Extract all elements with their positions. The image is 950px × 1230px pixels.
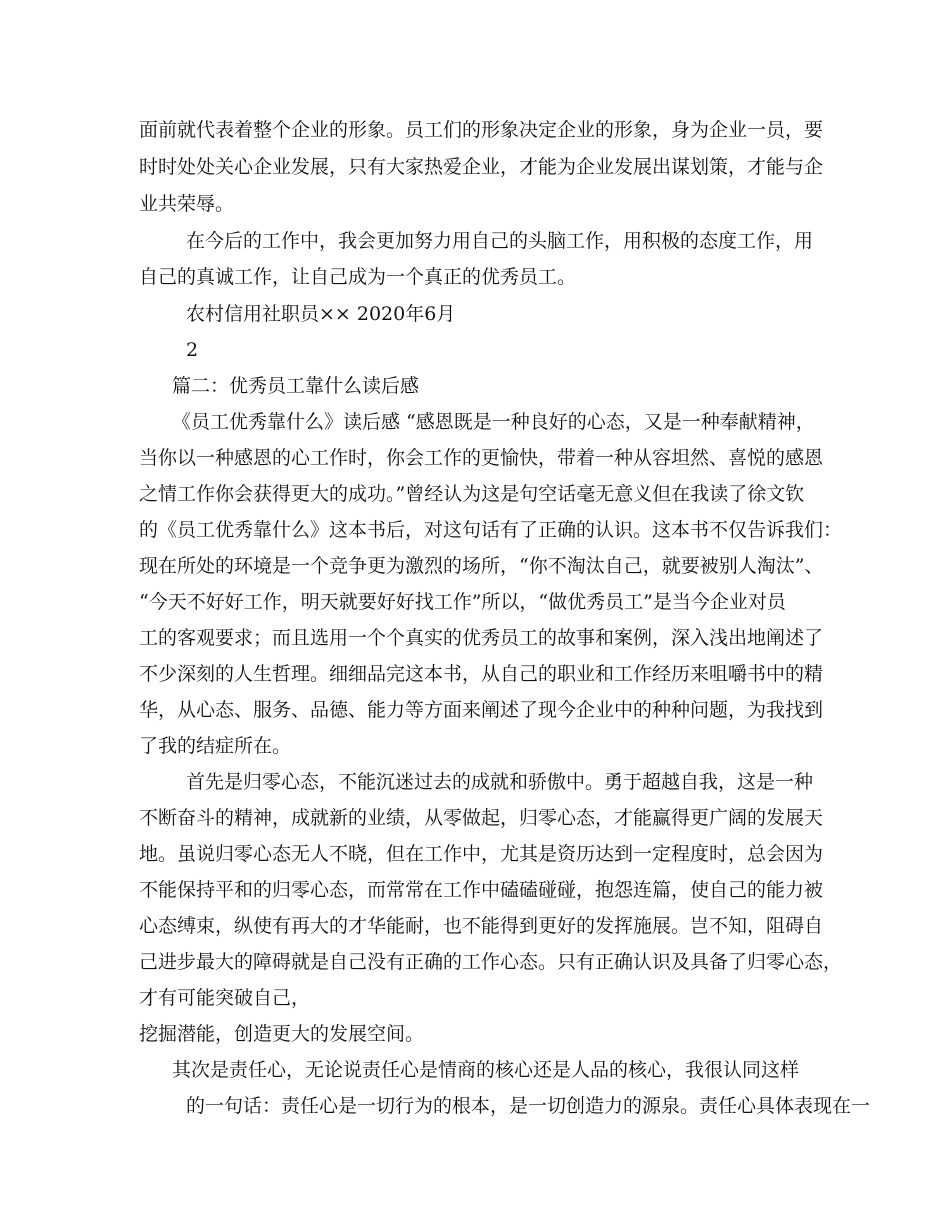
text-line: 的一句话：责任心是一切行为的根本，是一切创造力的源泉。责任心具体表现在一 bbox=[186, 1095, 871, 1117]
text-line: 《员工优秀靠什么》读后感 “感恩既是一种良好的心态，又是一种奉献精神， bbox=[172, 411, 815, 433]
text-line: 地。虽说归零心态无人不晓，但在工作中，尤其是资历达到一定程度时，总会因为 bbox=[139, 843, 824, 865]
text-line: 华，从心态、服务、品德、能力等方面来阐述了现今企业中的种种问题，为我找到 bbox=[139, 699, 824, 721]
text-line: 之情工作你会获得更大的成功。”曾经认为这是句空话毫无意义但在我读了徐文钦 bbox=[139, 483, 805, 505]
text-line: 其次是责任心，无论说责任心是情商的核心还是人品的核心，我很认同这样 bbox=[172, 1059, 800, 1081]
text-line: 了我的结症所在。 bbox=[139, 735, 292, 757]
text-line: “今天不好好工作，明天就要好好找工作”所以，“做优秀员工”是当今企业对员 bbox=[139, 591, 786, 613]
text-line: 业共荣辱。 bbox=[139, 193, 235, 215]
text-line: 自己的真诚工作，让自己成为一个真正的优秀员工。 bbox=[139, 266, 577, 288]
text-line: 不能保持平和的归零心态，而常常在工作中磕磕碰碰，抱怨连篇，使自己的能力被 bbox=[139, 879, 824, 901]
text-line: 己进步最大的障碍就是自己没有正确的工作心态。只有正确认识及具备了归零心态， bbox=[139, 951, 843, 973]
text-line: 心态缚束，纵使有再大的才华能耐，也不能得到更好的发挥施展。岂不知，阻碍自 bbox=[139, 915, 824, 937]
text-line: 面前就代表着整个企业的形象。员工们的形象决定企业的形象，身为企业一员，要 bbox=[139, 119, 824, 141]
section-heading: 篇二：优秀员工靠什么读后感 bbox=[172, 375, 420, 397]
text-line: 工的客观要求；而且选用一个个真实的优秀员工的故事和案例，深入浅出地阐述了 bbox=[139, 627, 824, 649]
signature-line: 农村信用社职员×× 2020年6月 bbox=[186, 303, 456, 325]
text-line: 首先是归零心态，不能沉迷过去的成就和骄傲中。勇于超越自我，这是一种 bbox=[186, 771, 814, 793]
text-line: 时时处处关心企业发展，只有大家热爱企业，才能为企业发展出谋划策，才能与企 bbox=[139, 156, 824, 178]
text-line: 的《员工优秀靠什么》这本书后，对这句话有了正确的认识。这本书不仅告诉我们： bbox=[139, 519, 843, 541]
text-line: 在今后的工作中，我会更加努力用自己的头脑工作，用积极的态度工作，用 bbox=[186, 230, 814, 252]
page-number: 2 bbox=[186, 339, 199, 361]
text-line: 不少深刻的人生哲理。细细品完这本书，从自己的职业和工作经历来咀嚼书中的精 bbox=[139, 663, 824, 685]
text-line: 现在所处的环境是一个竞争更为激烈的场所，“你不淘汰自己，就要被别人淘汰”、 bbox=[139, 555, 824, 577]
text-line: 挖掘潜能，创造更大的发展空间。 bbox=[139, 1023, 425, 1045]
text-line: 不断奋斗的精神，成就新的业绩，从零做起，归零心态，才能赢得更广阔的发展天 bbox=[139, 807, 824, 829]
text-line: 才有可能突破自己， bbox=[139, 987, 311, 1009]
text-line: 当你以一种感恩的心工作时，你会工作的更愉快，带着一种从容坦然、喜悦的感恩 bbox=[139, 447, 824, 469]
